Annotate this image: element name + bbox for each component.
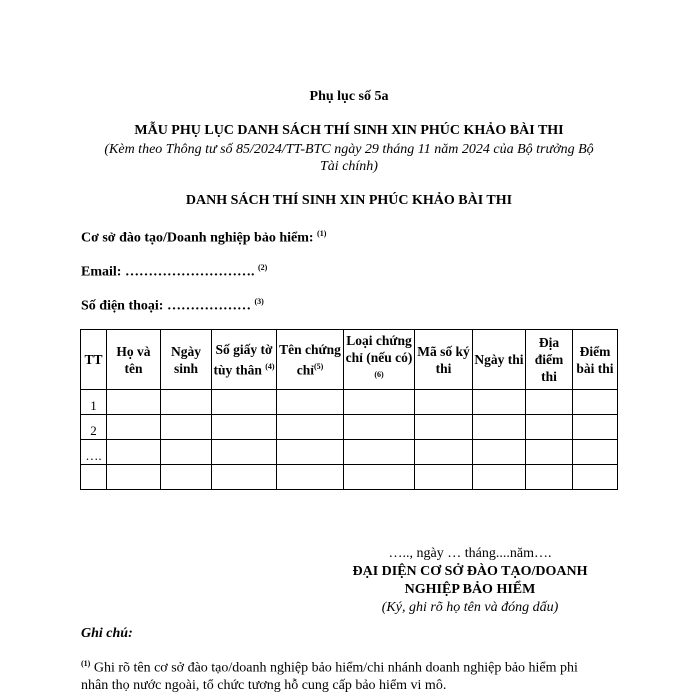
id-doc-footnote-ref: (4) [265,361,275,371]
row-number: …. [81,440,107,465]
col-header-score: Điểm bài thi [573,330,618,390]
col-header-exam-location: Địa điểm thi [526,330,573,390]
col-header-cert-name: Tên chứng chỉ$^{(5)}$ [277,330,344,390]
email-footnote-ref: (2) [257,263,268,272]
table-row [81,440,618,465]
form-subtitle-line1: (Kèm theo Thông tư số 85/2024/TT-BTC ngày 29 tháng 11 năm 2024 của Bộ trưởng Bộ [104,142,594,157]
col-header-name: Họ và tên [107,330,161,390]
email-label: Email: ………………………. [81,264,255,280]
phone-label: Số điện thoại: ……………… [81,298,251,314]
row-number: 1 [81,390,107,415]
email-field [81,263,267,281]
org-label: Cơ sở đào tạo/Doanh nghiệp bảo hiểm: [81,230,314,246]
note-1-ref: (1) [81,659,91,668]
phone-field [81,297,264,315]
note-1-text: Ghi rõ tên cơ sở đào tạo/doanh nghiệp bảo hiểm/chi nhánh doanh nghiệp bảo hiểm phi [93,660,578,676]
col-header-id-doc: Số giấy tờ tùy thân $^{(4)}$ [212,330,277,390]
note-1-line2: nhân thọ nước ngoài, tổ chức tương hỗ cung cấp bảo hiểm vi mô. [81,678,447,693]
col-header-cert-type: Loại chứng chỉ (nếu có)$^{(6)}$ [344,330,415,390]
org-field [81,229,326,247]
org-footnote-ref: (1) [317,229,327,238]
appendix-label: Phụ lục số 5a [309,89,389,104]
list-title: DANH SÁCH THÍ SINH XIN PHÚC KHẢO BÀI THI [185,193,513,208]
notes-heading: Ghi chú: [81,626,133,641]
note-1-line1 [81,659,578,677]
signature-title-line2: NGHIỆP BẢO HIỂM [404,582,536,597]
col-header-tt: TT [81,330,107,390]
phone-footnote-ref: (3) [254,297,264,306]
row-number: 2 [81,415,107,440]
table-row [81,390,618,415]
cert-type-footnote-ref: (6) [374,370,384,380]
col-header-dob: Ngày sinh [161,330,212,390]
form-title: MẪU PHỤ LỤC DANH SÁCH THÍ SINH XIN PHÚC KHẢO BÀI THI [134,123,564,138]
form-subtitle-line2: Tài chính) [320,159,378,174]
col-header-exam-code: Mã số ký thi [415,330,473,390]
signature-instruction: (Ký, ghi rõ họ tên và đóng dấu) [381,600,559,615]
table-row [81,465,618,490]
row-number [81,465,107,490]
table-header-row [81,330,618,390]
signature-date: ….., ngày … tháng....năm…. [388,546,552,561]
col-header-exam-date: Ngày thi [473,330,526,390]
candidate-table [80,329,618,490]
table-row [81,415,618,440]
cert-name-footnote-ref: (5) [313,361,324,371]
signature-title-line1: ĐẠI DIỆN CƠ SỞ ĐÀO TẠO/DOANH [352,564,588,579]
